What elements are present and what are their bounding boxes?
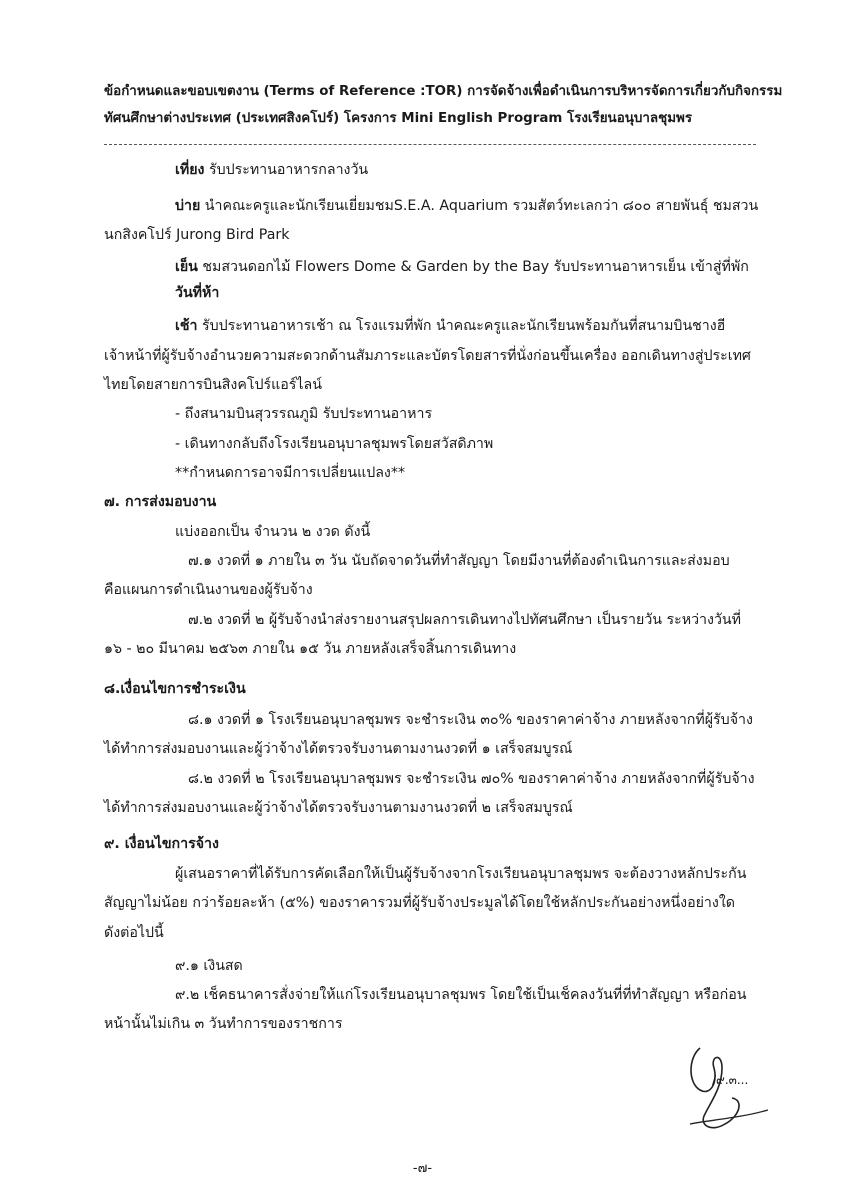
schedule-afternoon — [175, 196, 758, 216]
section7-item2-line2: ๑๖ - ๒๐ มีนาคม ๒๕๖๓ ภายใน ๑๕ วัน ภายหลังเสร็จสิ้นการเดินทาง — [104, 641, 517, 657]
section9-para-line2: สัญญาไม่น้อย กว่าร้อยละห้า (๕%) ของราคารวมที่ผู้รับจ้างประมูลได้โดยใช้หลักประกันอย่างหนึ่งอย่างใด — [104, 895, 735, 911]
section9-title: ๙. เงื่อนไขการจ้าง — [104, 836, 219, 852]
section8-item2-line2: ได้ทำการส่งมอบงานและผู้ว่าจ้างได้ตรวจรับงานตามงานงวดที่ ๒ เสร็จสมบูรณ์ — [104, 800, 573, 816]
noon-text: รับประทานอาหารกลางวัน — [204, 162, 369, 178]
section9-item2-line1: ๙.๒ เช็คธนาคารสั่งจ่ายให้แก่โรงเรียนอนุบาลชุมพร โดยใช้เป็นเช็คลงวันที่ที่ทำสัญญา หรือก่อน — [175, 987, 747, 1003]
header-line-2: ทัศนศึกษาต่างประเทศ (ประเทศสิงคโปร์) โครงการ Mini English Program โรงเรียนอนุบาลชุมพร — [104, 111, 693, 126]
afternoon-text-1: นำคณะครูและนักเรียนเยี่ยมชมS.E.A. Aquarium รวมสัตว์ทะเลกว่า ๘๐๐ สายพันธุ์ ชมสวน — [200, 198, 759, 214]
afternoon-text-2: นกสิงคโปร์ Jurong Bird Park — [104, 227, 290, 243]
page-number: -๗- — [412, 1161, 433, 1176]
day5-title: วันที่ห้า — [175, 285, 220, 301]
morning-text-3: ไทยโดยสายการบินสิงคโปร์แอร์ไลน์ — [104, 377, 322, 393]
section8-item1-line1: ๘.๑ งวดที่ ๑ โรงเรียนอนุบาลชุมพร จะชำระเงิน ๓๐% ของราคาค่าจ้าง ภายหลังจากที่ผู้รับจ้าง — [188, 712, 753, 728]
schedule-morning — [175, 316, 725, 336]
section9-para-line1: ผู้เสนอราคาที่ได้รับการคัดเลือกให้เป็นผู้รับจ้างจากโรงเรียนอนุบาลชุมพร จะต้องวางหลักประกัน — [175, 866, 747, 882]
section7-title: ๗. การส่งมอบงาน — [104, 494, 217, 510]
section8-title: ๘.เงื่อนไขการชำระเงิน — [104, 681, 246, 697]
section9-item1: ๙.๑ เงินสด — [175, 958, 243, 974]
evening-label: เย็น — [175, 259, 198, 275]
header-line-1: ข้อกำหนดและขอบเขตงาน (Terms of Reference :TOR) การจัดจ้างเพื่อดำเนินการบริหารจัดการเกี่ยวกับกิจกรรม — [104, 84, 783, 99]
schedule-note: **กำหนดการอาจมีการเปลี่ยนแปลง** — [175, 465, 406, 481]
noon-label: เที่ยง — [175, 162, 205, 178]
header-separator — [104, 144, 756, 145]
bullet-2: - เดินทางกลับถึงโรงเรียนอนุบาลชุมพรโดยสวัสดิภาพ — [175, 436, 494, 452]
section7-item1-line2: คือแผนการดำเนินงานของผู้รับจ้าง — [104, 582, 313, 598]
morning-label: เช้า — [175, 318, 198, 334]
morning-text-1: รับประทานอาหารเช้า ณ โรงแรมที่พัก นำคณะครูและนักเรียนพร้อมกันที่สนามบินชางฮี — [197, 318, 726, 334]
section7-intro: แบ่งออกเป็น จำนวน ๒ งวด ดังนี้ — [175, 524, 371, 540]
schedule-evening — [175, 257, 749, 277]
section9-para-line3: ดังต่อไปนี้ — [104, 925, 164, 941]
signature-note: /๙.๓... — [712, 1073, 749, 1087]
section7-item1-line1: ๗.๑ งวดที่ ๑ ภายใน ๓ วัน นับถัดจาดวันที่ทำสัญญา โดยมีงานที่ต้องดำเนินการและส่งมอบ — [188, 553, 730, 569]
bullet-1: - ถึงสนามบินสุวรรณภูมิ รับประทานอาหาร — [175, 406, 433, 422]
morning-text-2: เจ้าหน้าที่ผู้รับจ้างอำนวยความสะดวกด้านสัมภาระและบัตรโดยสารที่นั่งก่อนขึ้นเครื่อง ออกเดินทางสู่ประเทศ — [104, 348, 751, 364]
section9-item2-line2: หน้านั้นไม่เกิน ๓ วันทำการของราชการ — [104, 1016, 343, 1032]
section8-item2-line1: ๘.๒ งวดที่ ๒ โรงเรียนอนุบาลชุมพร จะชำระเงิน ๗๐% ของราคาค่าจ้าง ภายหลังจากที่ผู้รับจ้าง — [188, 771, 755, 787]
section8-item1-line2: ได้ทำการส่งมอบงานและผู้ว่าจ้างได้ตรวจรับงานตามงานงวดที่ ๑ เสร็จสมบูรณ์ — [104, 741, 573, 757]
schedule-noon — [175, 160, 368, 180]
afternoon-label: บ่าย — [175, 198, 201, 214]
section7-item2-line1: ๗.๒ งวดที่ ๒ ผู้รับจ้างนำส่งรายงานสรุปผลการเดินทางไปทัศนศึกษา เป็นรายวัน ระหว่างวันที่ — [188, 612, 741, 628]
evening-text: ชมสวนดอกไม้ Flowers Dome & Garden by the Bay รับประทานอาหารเย็น เข้าสู่ที่พัก — [197, 259, 749, 275]
